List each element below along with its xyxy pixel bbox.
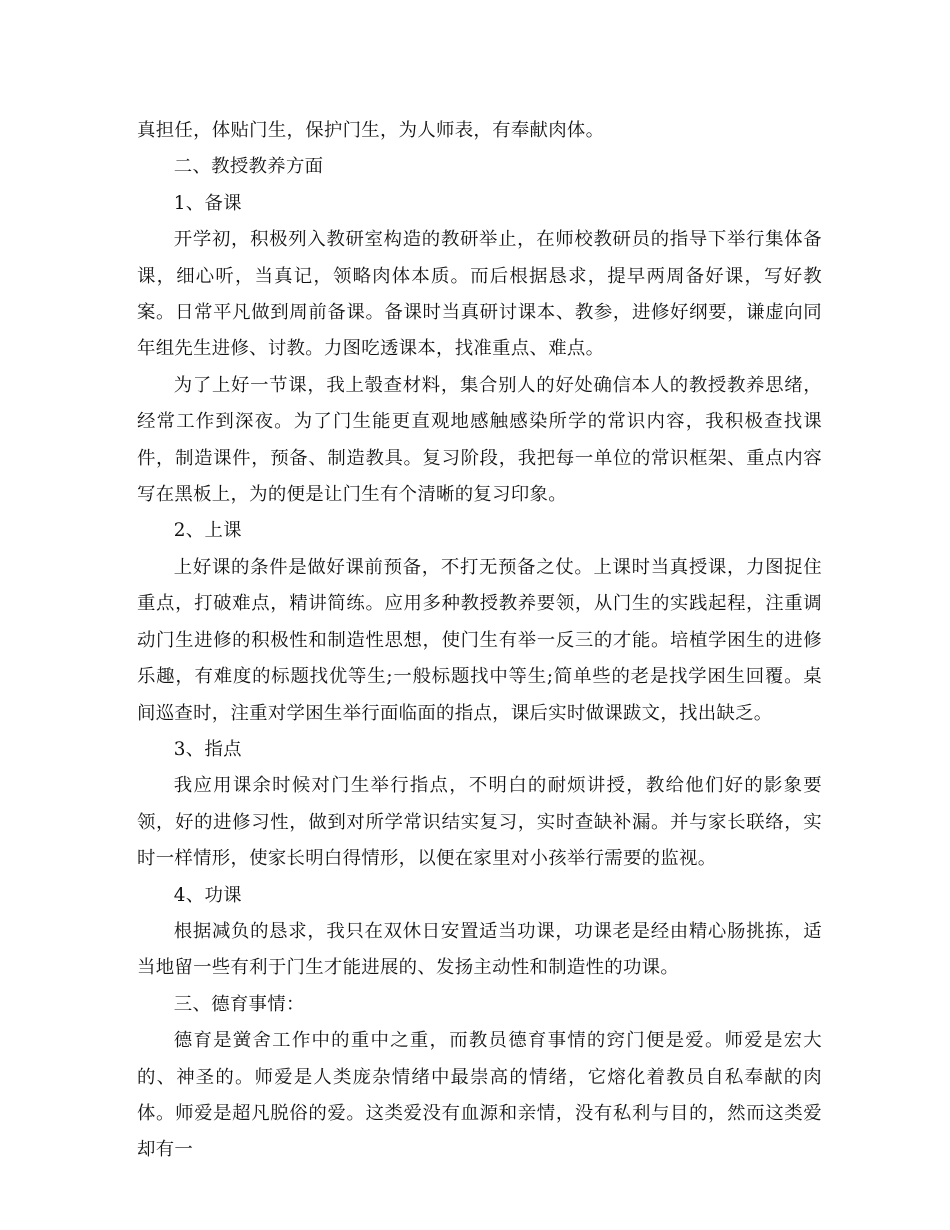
document-body: [137, 113, 822, 1169]
section-heading-moral: 三、德育事情：: [173, 993, 305, 1015]
section-heading-teaching: 二、教授教养方面: [173, 156, 324, 178]
subheading-class: 2、上课: [173, 520, 242, 542]
paragraph-continuation: 真担任，体贴门生，保护门生，为人师表，有奉献肉体。: [137, 120, 605, 141]
paragraph-lesson-prep-2: 为了上好一节课，我上彀查材料，集合别人的好处确信本人的教授教养思绪，经常工作到深夜。为了门生能更直观地感触感染所学的常识内容，我积极查找课件，制造课件，预备、制造教具。复习阶段，我把每一单位的常识框架、重点内容写在黑板上，为的便是让门生有个清晰的复习印象。: [137, 374, 822, 506]
subheading-guidance: 3、指点: [173, 738, 242, 760]
paragraph-lesson-prep: 开学初，积极列入教研室构造的教研举止，在师校教研员的指导下举行集体备课，细心听，当真记，领略肉体本质。而后根据恳求，提早两周备好课，写好教案。日常平凡做到周前备课。备课时当真研讨课本、教参，进修好纲要，谦虚向同年组先生进修、讨教。力图吃透课本，找准重点、难点。: [137, 229, 822, 360]
subheading-lesson-prep: 1、备课: [173, 192, 242, 214]
paragraph-guidance: 我应用课余时候对门生举行指点，不明白的耐烦讲授，教给他们好的影象要领，好的进修习性，做到对所学常识结实复习，实时查缺补漏。并与家长联络，实时一样情形，使家长明白得情形，以便在家里对小孩举行需要的监视。: [137, 775, 822, 870]
subheading-homework: 4、功课: [173, 884, 242, 906]
paragraph-moral: 德育是黉舍工作中的重中之重，而教员德育事情的窍门便是爱。师爱是宏大的、神圣的。师爱是人类庞杂情绪中最崇高的情绪，它熔化着教员自私奉献的肉体。师爱是超凡脱俗的爱。这类爱没有血源和亲情，没有私利与目的，然而这类爱却有一: [137, 1030, 822, 1161]
paragraph-homework: 根据减负的恳求，我只在双休日安置适当功课，功课老是经由精心肠挑拣，适当地留一些有利于门生才能进展的、发扬主动性和制造性的功课。: [137, 920, 822, 979]
paragraph-class: 上好课的条件是做好课前预备，不打无预备之仗。上课时当真授课，力图捉住重点，打破难点，精讲简练。应用多种教授教养要领，从门生的实践起程，注重调动门生进修的积极性和制造性思想，使门生有举一反三的才能。培植学困生的进修乐趣，有难度的标题找优等生;一般标题找中等生;简单些的老是找学困生回覆。桌间巡查时，注重对学困生举行面临面的指点，课后实时做课跋文，找出缺乏。: [137, 556, 822, 724]
